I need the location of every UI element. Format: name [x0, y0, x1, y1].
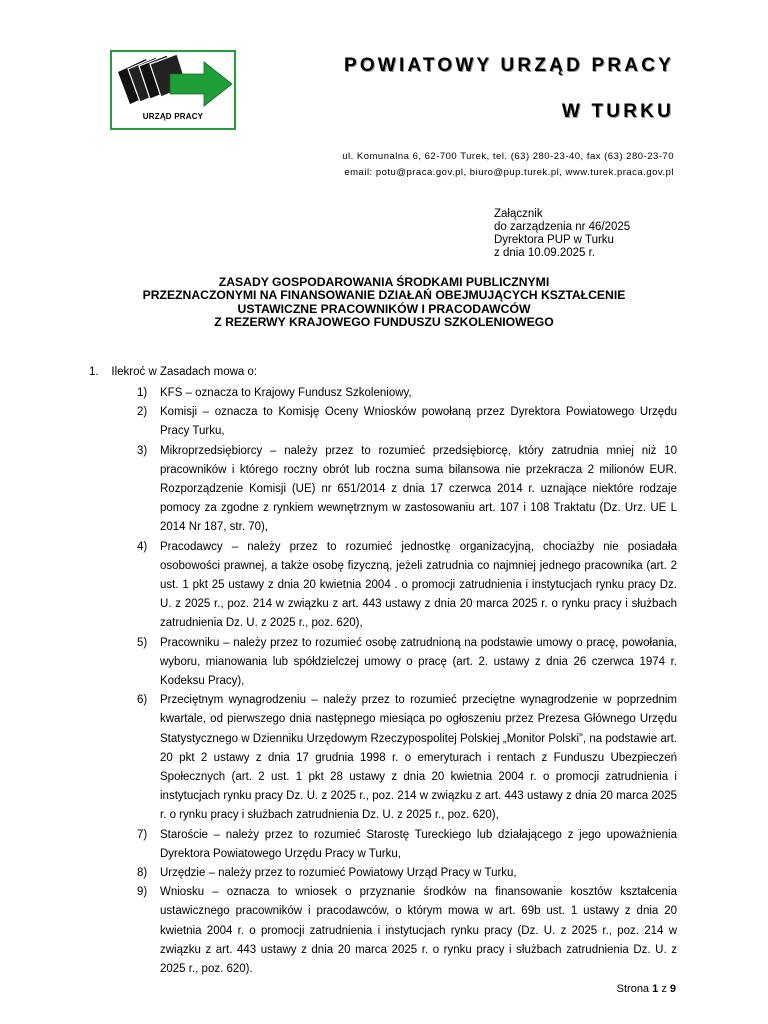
item-text: Staroście – należy przez to rozumieć Starostę Tureckiego lub działającego z jego upoważnienia Dyrektora Powiatowego Urzędu Pracy w Turku, — [160, 828, 677, 860]
item-number: 9) — [137, 886, 148, 899]
current-page: 1 — [652, 983, 659, 995]
org-name-line1: POWIATOWY URZĄD PRACY — [343, 55, 674, 76]
item-text: Wniosku – oznacza to wniosek o przyznanie środków na finansowanie kosztów kształcenia ustawicznego pracowników i pracodawców, o którym mowa w art. 69b ust. 1 ustawy z dnia 20 kwietnia 2004 r. o promocji zatrudnienia i instytucjach rynku pracy (Dz. U. z 2025 r., poz. 214 w związku z art. 443 ustawy z dnia 20 marca 2025 r. o rynku pracy i służbach zatrudnienia Dz. U. z 2025 r., poz. 620). — [160, 886, 677, 976]
annex-line: do zarządzenia nr 46/2025 — [494, 221, 631, 233]
annex-line: z dnia 10.09.2025 r. — [494, 247, 596, 259]
item-text: Komisji – oznacza to Komisję Oceny Wniosków powołaną przez Dyrektora Powiatowego Urzędu Pracy Turku, — [160, 406, 677, 438]
item-text: Pracowniku – należy przez to rozumieć osobę zatrudnioną na podstawie umowy o pracę, powołania, wyboru, mianowania lub spółdzielczej umowy o pracę (art. 2. ustawy z dnia 26 czerwca 1974 r. Kodeksu Pracy), — [160, 636, 677, 688]
list-item — [137, 634, 677, 692]
item-number: 1) — [137, 387, 148, 399]
list-item — [137, 883, 677, 979]
list-item — [137, 826, 677, 864]
list-item — [137, 403, 677, 441]
item-number: 5) — [137, 636, 148, 649]
page-number — [617, 983, 676, 995]
title-line: USTAWICZNE PRACOWNIKÓW I PRACODAWCÓW — [237, 301, 531, 316]
title-line: ZASADY GOSPODAROWANIA ŚRODKAMI PUBLICZNYMI — [218, 275, 550, 289]
title-line: Z REZERWY KRAJOWEGO FUNDUSZU SZKOLENIOWEGO — [214, 314, 554, 329]
section-intro: Ilekroć w Zasadach mowa o: — [111, 366, 258, 378]
item-text: Mikroprzedsiębiorcy – należy przez to rozumieć przedsiębiorcę, który zatrudnia mniej niż 10 pracowników i którego roczny obrót lub roczna suma bilansowa nie przekracza 2 milionów EUR. Rozporządzenie Komisji (UE) nr 651/2014 z dnia 17 czerwca 2014 r. uznające niektóre rodzaje pomocy za zgodne z rynkiem wewnętrznym w zastosowaniu art. 107 i 108 Traktatu (Dz. Urz. UE L 2014 Nr 187, str. 70), — [160, 444, 677, 534]
item-number: 7) — [137, 828, 148, 841]
item-text: Pracodawcy – należy przez to rozumieć jednostkę organizacyjną, chociażby nie posiadała osobowości prawnej, a także osobę fizyczną, jeżeli zatrudnia co najmniej jednego pracownika (art. 2 ust. 1 pkt 25 ustawy z dnia 20 kwietnia 2004 . o promocji zatrudnienia i instytucjach rynku pracy Dz. U. z 2025 r., poz. 214 w związku z art. 443 ustawy z dnia 20 marca 2025 r. o rynku pracy i służbach zatrudnienia Dz. U. z 2025 r., poz. 620), — [160, 540, 677, 630]
annex-block — [494, 208, 630, 260]
annex-line: Dyrektora PUP w Turku — [494, 234, 614, 246]
item-number: 6) — [137, 694, 148, 707]
total-pages: 9 — [669, 983, 676, 995]
title-line: PRZEZNACZONYMI NA FINANSOWANIE DZIAŁAŃ OBEJMUJĄCYCH KSZTAŁCENIE — [142, 288, 626, 303]
email-line: email: potu@praca.gov.pl, biuro@pup.turek.pl, www.turek.praca.gov.pl — [344, 167, 674, 178]
list-item — [137, 538, 677, 634]
page-label: Strona — [616, 983, 650, 995]
definitions-list — [137, 384, 677, 979]
section-heading — [89, 366, 257, 378]
item-text: KFS – oznacza to Krajowy Fundusz Szkoleniowy, — [160, 387, 412, 399]
item-number: 8) — [137, 867, 148, 880]
item-number: 4) — [137, 540, 148, 553]
list-item — [137, 384, 677, 403]
item-text: Przeciętnym wynagrodzeniu – należy przez to rozumieć przeciętne wynagrodzenie w poprzednim kwartale, od pierwszego dnia następnego miesiąca po ogłoszeniu przez Prezesa Głównego Urzędu Statystycznego w Dzienniku Urzędowym Rzeczypospolitej Polskiej „Monitor Polski”, na podstawie art. 20 pkt 2 ustawy z dnia 17 grudnia 1998 r. o emeryturach i rentach z Funduszu Ubezpieczeń Społecznych (art. 2 ust. 1 pkt 28 ustawy z dnia 20 kwietnia 2004 r. o promocji zatrudnienia i instytucjach rynku pracy Dz. U. z 2025 r., poz. 214 w związku z art. 443 ustawy z dnia 20 marca 2025 r. o rynku pracy i służbach zatrudnienia Dz. U. z 2025 r., poz. 620), — [160, 694, 677, 822]
section-number: 1. — [89, 366, 99, 378]
item-number: 3) — [137, 444, 148, 457]
list-item — [137, 691, 677, 825]
org-name-line2: W TURKU — [561, 101, 674, 122]
list-item — [137, 864, 677, 883]
logo-text: URZĄD PRACY — [142, 112, 204, 121]
item-number: 2) — [137, 406, 148, 419]
document-title — [84, 276, 684, 329]
logo — [110, 50, 236, 130]
of-label: z — [661, 983, 667, 995]
item-text: Urzędzie – należy przez to rozumieć Powiatowy Urząd Pracy w Turku, — [160, 867, 517, 880]
annex-line: Załącznik — [494, 208, 543, 220]
list-item — [137, 442, 677, 538]
address-line: ul. Komunalna 6, 62-700 Turek, tel. (63) 280-23-40, fax (63) 280-23-70 — [342, 151, 674, 162]
